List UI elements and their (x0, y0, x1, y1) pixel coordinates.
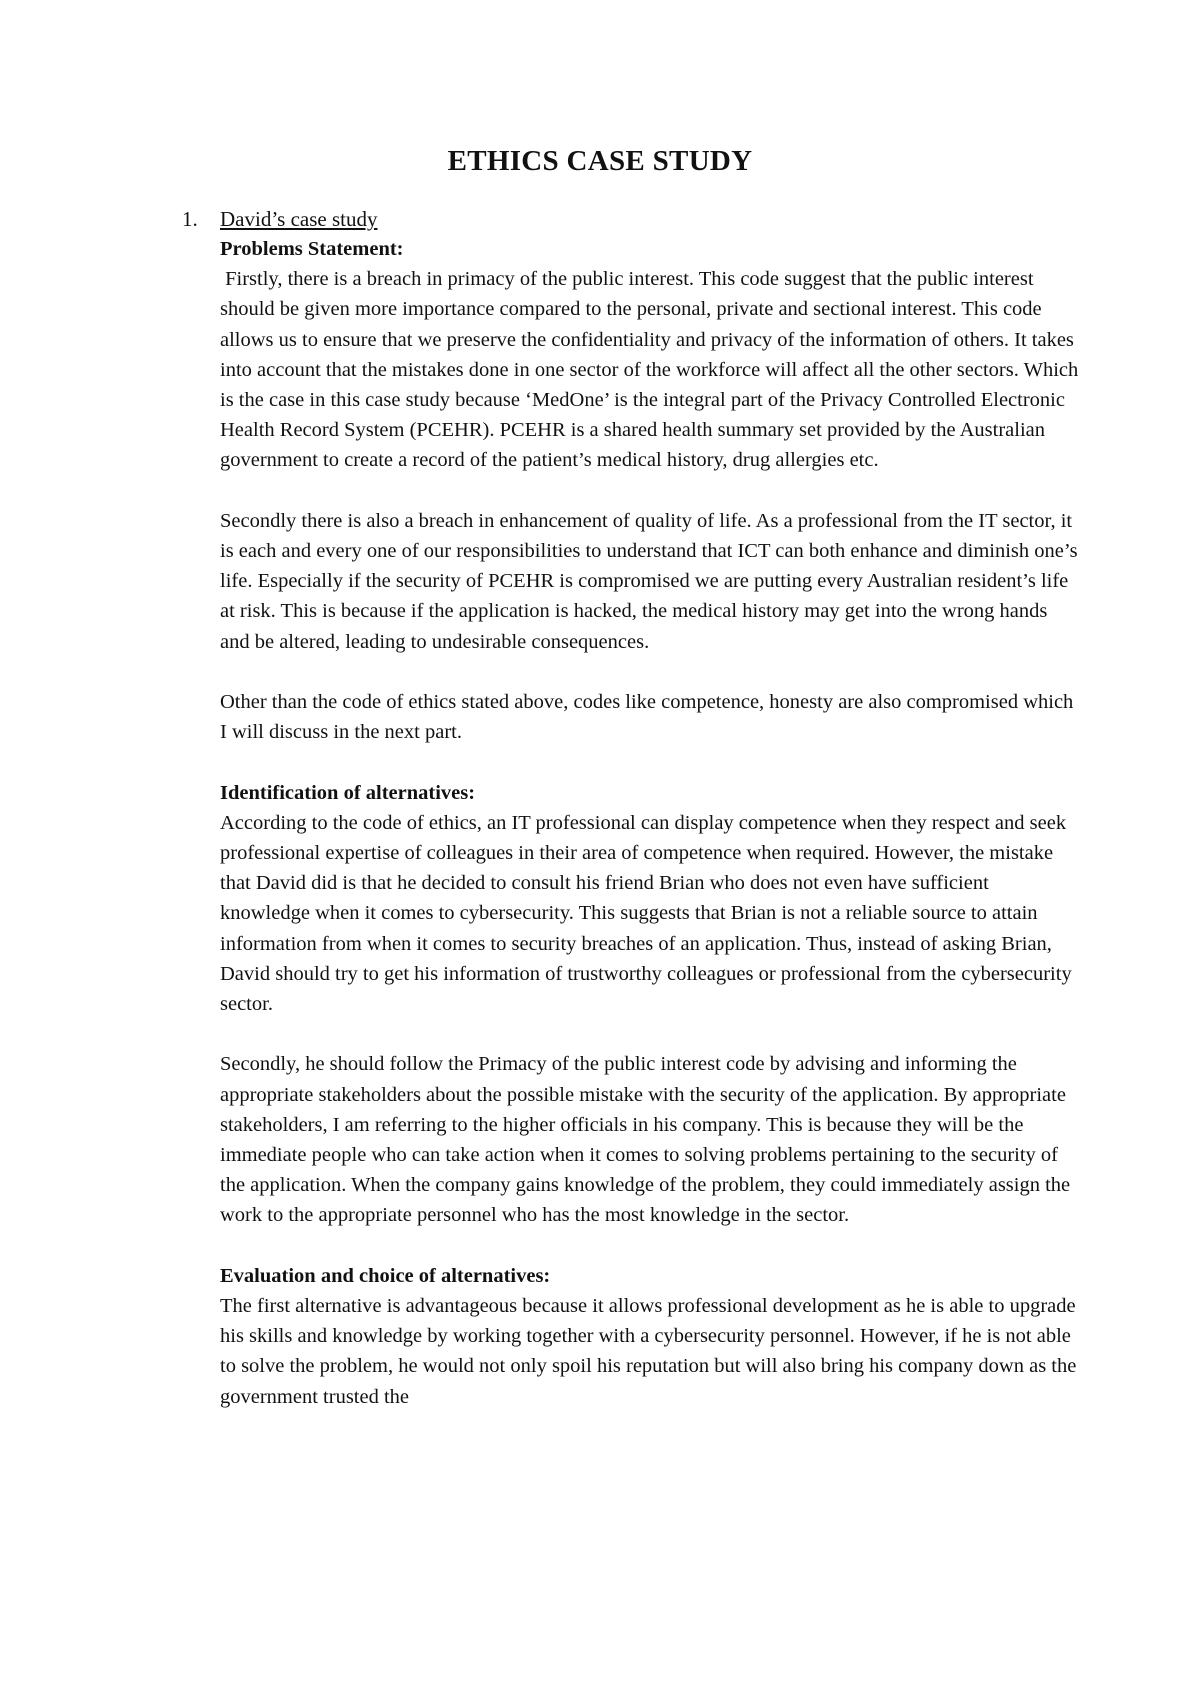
paragraph-spacer (220, 476, 1082, 506)
problems-paragraph-3: Other than the code of ethics stated above, codes like competence, honesty are also compromised which I will discuss in the next part. (220, 691, 1074, 744)
problems-paragraph-1: Firstly, there is a breach in primacy of the public interest. This code suggest that the public interest should be given more importance compared to the personal, private and sectional interest. This code allows us to ensure that we preserve the confidentiality and privacy of the information of others. It takes into account that the mistakes done in one sector of the workforce will affect all the other sectors. Which is the case in this case study because ‘MedOne’ is the integral part of the Privacy Controlled Electronic Health Record System (PCEHR). PCEHR is a shared health summary set provided by the Australian government to create a record of the patient’s medical history, drug allergies etc. (220, 268, 1084, 472)
problems-paragraph-2: Secondly there is also a breach in enhancement of quality of life. As a professional from the IT sector, it is each and every one of our responsibilities to understand that ICT can both enhance and diminish one’s life. Especially if the security of PCEHR is compromised we are putting every Australian resident’s life at risk. This is because if the application is hacked, the medical history may get into the wrong hands and be altered, leading to undesirable consequences. (220, 509, 1078, 653)
paragraph-spacer (220, 657, 1082, 687)
paragraph-spacer (220, 1231, 1082, 1261)
section-title: David’s case study (220, 207, 378, 231)
section-number: 1. (182, 207, 198, 231)
section-content (220, 234, 1082, 1412)
paragraph-spacer (220, 747, 1082, 777)
section-heading (182, 204, 1082, 234)
alternatives-paragraph-2: Secondly, he should follow the Primacy of the public interest code by advising and informing the appropriate stakeholders about the possible mistake with the security of the application. By appropriate stakeholders, I am referring to the higher officials in his company. This is because they will be the immediate people who can take action when it comes to solving problems pertaining to the security of the application. When the company gains knowledge of the problem, they could immediately assign the work to the appropriate personnel who has the most knowledge in the sector. (220, 1053, 1071, 1227)
evaluation-paragraph-1: The first alternative is advantageous because it allows professional development as he is able to upgrade his skills and knowledge by working together with a cybersecurity personnel. However, if he is not able to solve the problem, he would not only spoil his reputation but will also bring his company down as the government trusted the (220, 1295, 1077, 1408)
identification-of-alternatives-heading: Identification of alternatives: (220, 781, 476, 804)
document-title: ETHICS CASE STUDY (447, 145, 753, 177)
case-study-section (182, 204, 1082, 1412)
paragraph-spacer (220, 1019, 1082, 1049)
evaluation-heading: Evaluation and choice of alternatives: (220, 1264, 551, 1287)
problems-statement-heading: Problems Statement: (220, 238, 404, 260)
alternatives-paragraph-1: According to the code of ethics, an IT professional can display competence when they respect and seek professional expertise of colleagues in their area of competence when required. However, the mistake that David did is that he decided to consult his friend Brian who does not even have sufficient knowledge when it comes to cybersecurity. This suggests that Brian is not a reliable source to attain information from when it comes to security breaches of an application. Thus, instead of asking Brian, David should try to get his information of trustworthy colleagues or professional from the cybersecurity sector. (220, 811, 1072, 1016)
